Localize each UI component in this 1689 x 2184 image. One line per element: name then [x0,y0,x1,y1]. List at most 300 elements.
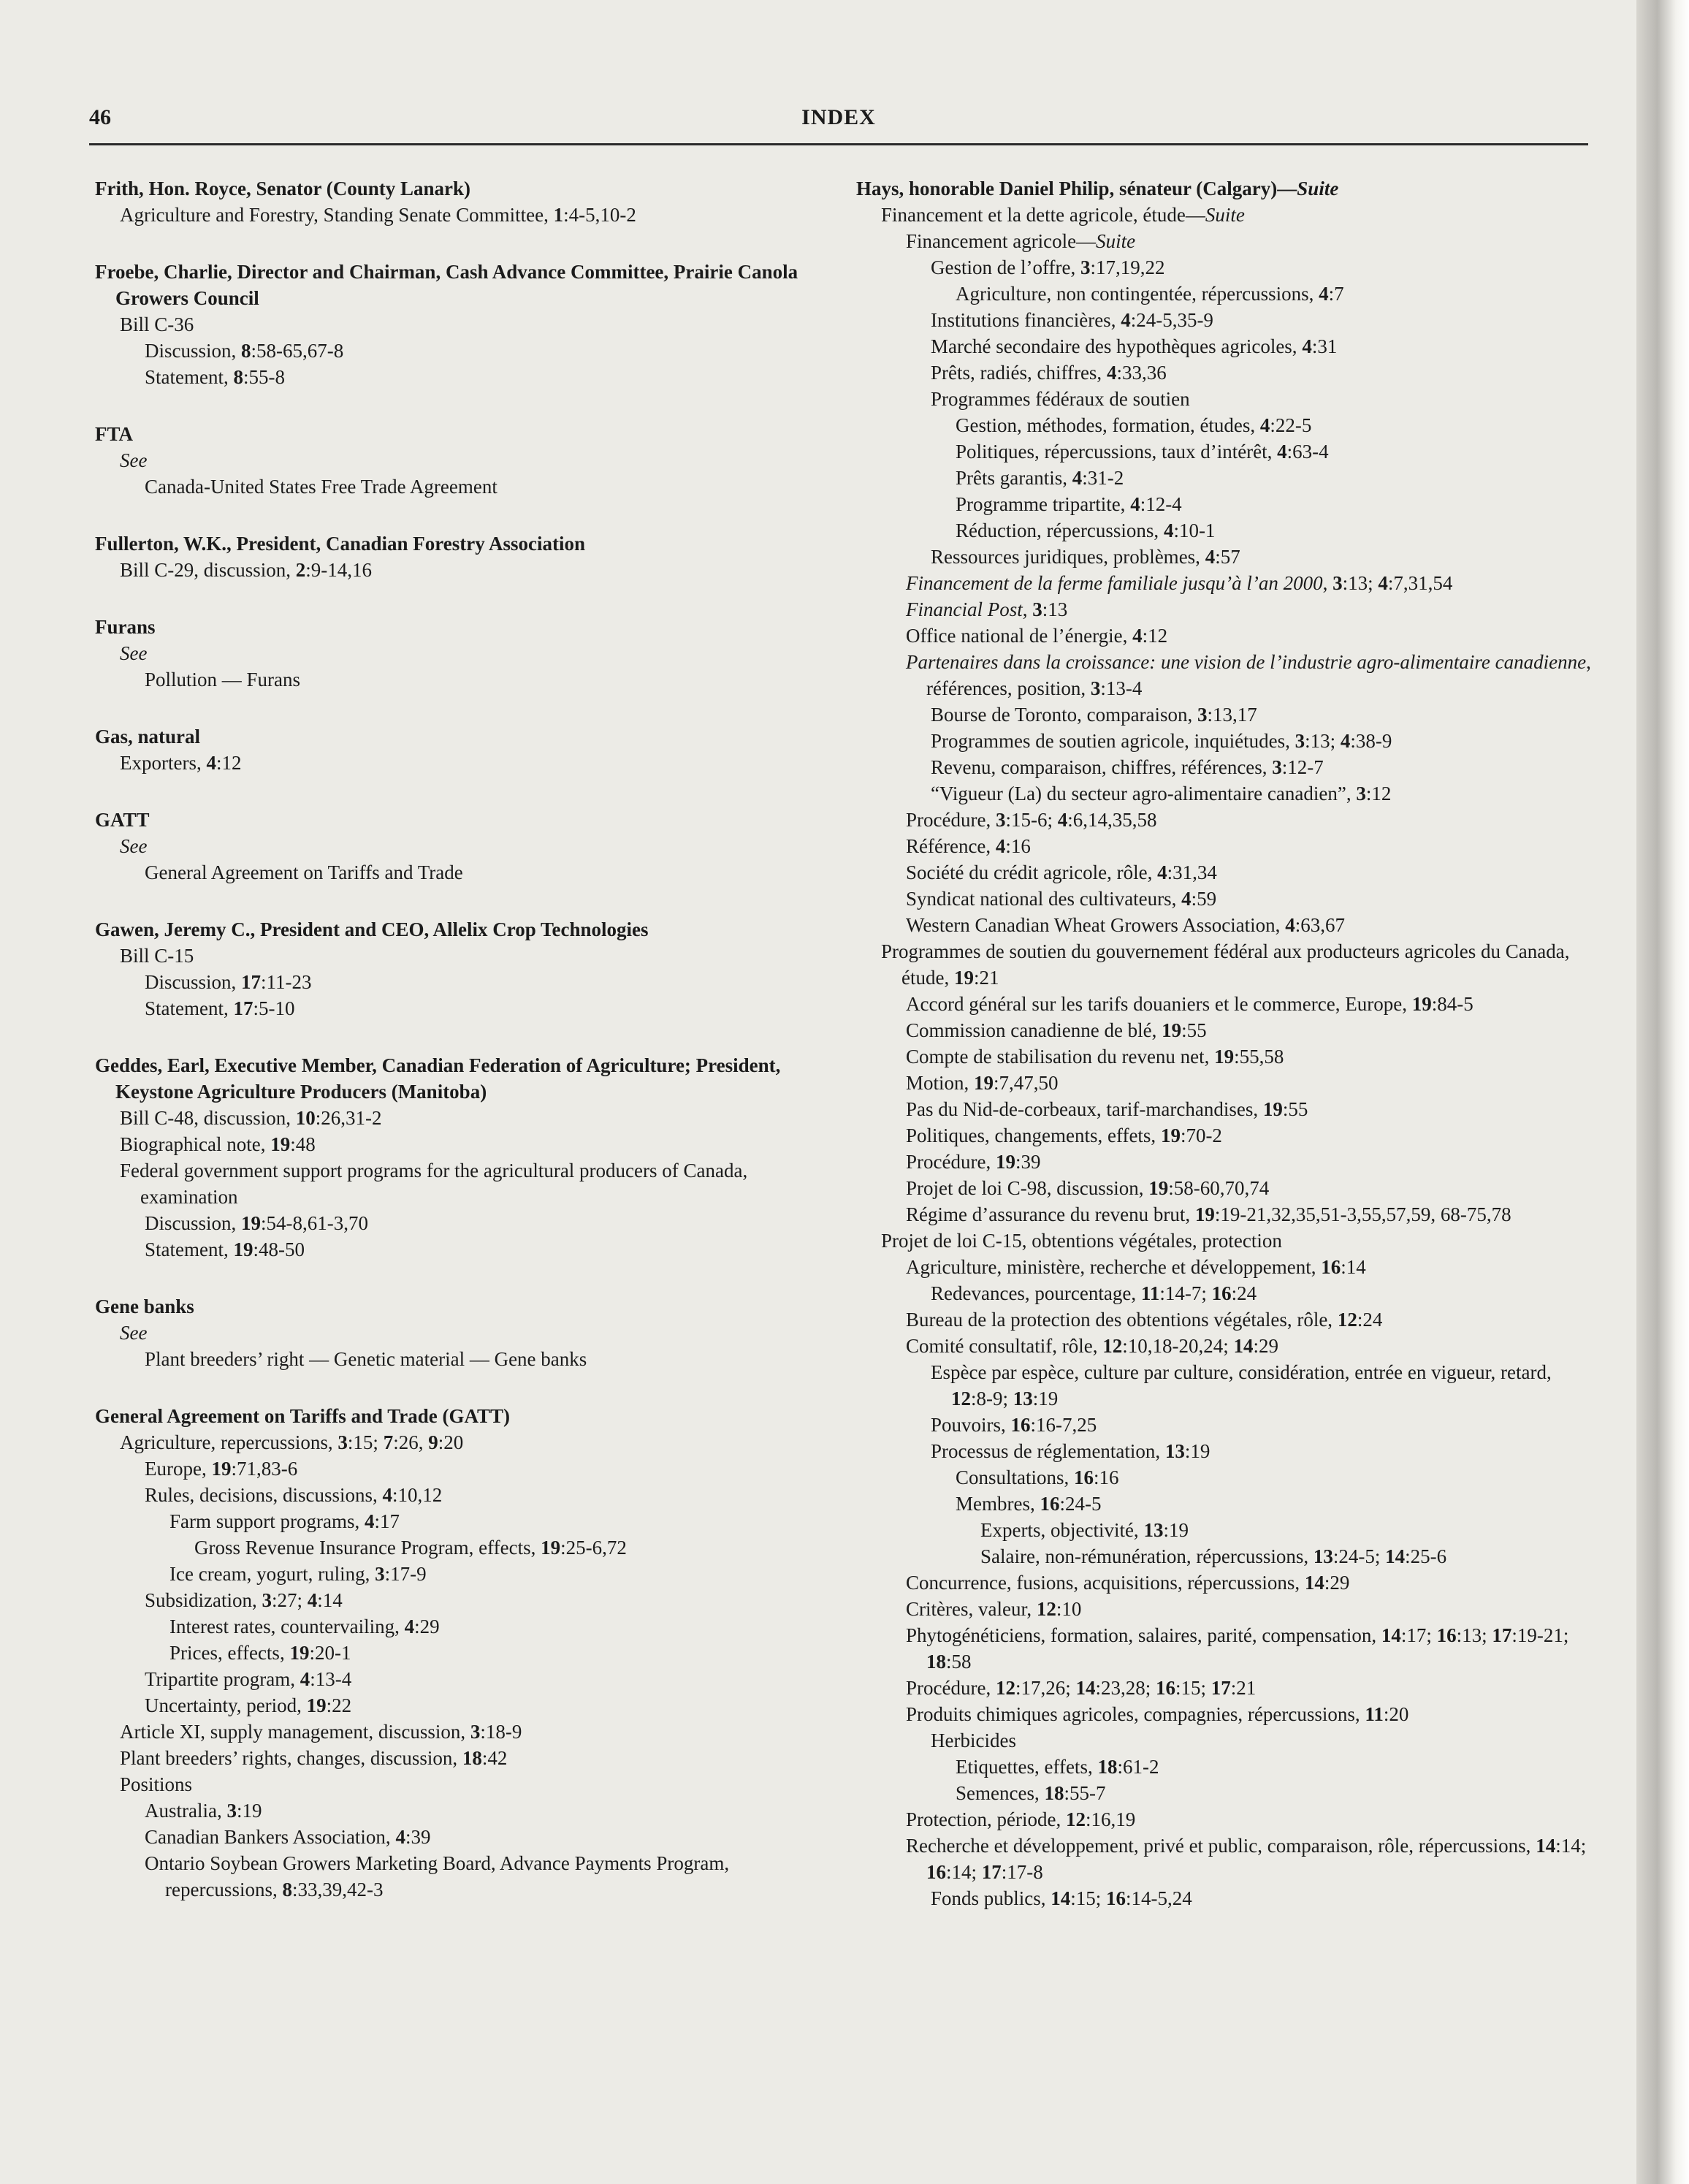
italic-text: Suite [1205,204,1245,226]
entry-text: :9-14,16 [305,559,373,581]
entry-text: :38-9 [1350,730,1392,752]
entry-text: :17,26; [1015,1677,1076,1699]
volume-number: 4 [1163,520,1174,541]
index-subentry [95,1850,826,1903]
italic-text: See [120,449,148,471]
index-subentry [856,1727,1594,1754]
entry-text: :23,28; [1095,1677,1156,1699]
entry-text: :70-2 [1180,1125,1222,1146]
index-subentry [856,912,1594,938]
italic-text: Financial Post [906,598,1023,620]
volume-number: 19 [289,1642,310,1664]
entry-text: :12 [1142,625,1168,647]
entry-text: :4-5,10-2 [563,204,636,226]
entry-text: :25-6 [1405,1545,1447,1567]
index-subentry [95,1745,826,1771]
index-subentry [95,969,826,995]
index-subentry [856,491,1594,517]
volume-number: 4 [1057,809,1068,831]
entry-text: :55 [1181,1019,1207,1041]
volume-number: 9 [428,1431,438,1453]
index-subentry [856,1491,1594,1517]
volume-number: 14 [1385,1545,1406,1567]
entry-text: :17 [374,1510,400,1532]
index-subentry [856,1622,1594,1675]
entry-text: :39 [405,1826,431,1848]
entry-text: Ressources juridiques, problèmes, [931,546,1205,568]
index-subentry [856,359,1594,386]
index-subentry [856,517,1594,544]
entry-text: :16-7,25 [1030,1414,1097,1436]
volume-number: 3 [1272,756,1282,778]
entry-text: :19-21,32,35,51-3,55,57,59, 68-75,78 [1214,1203,1511,1225]
entry-text: Pollution — Furans [145,669,301,690]
entry-text: :13,17 [1207,704,1257,726]
index-entry [95,723,826,776]
index-heading [95,175,826,202]
entry-text: :58-65,67-8 [251,340,344,362]
index-subentry [95,1719,826,1745]
volume-number: 17 [241,971,262,993]
entry-text: :12-4 [1140,493,1182,515]
volume-number: 18 [1097,1756,1118,1778]
entry-text: :16 [1094,1466,1119,1488]
volume-number: 12 [951,1388,971,1409]
volume-number: 3 [1356,783,1366,804]
index-entry [856,175,1594,1911]
volume-number: 19 [1262,1098,1283,1120]
index-subentry [856,728,1594,754]
entry-text: Plant breeders’ right — Genetic material — Gene banks [145,1348,587,1370]
index-subentry [856,254,1594,281]
index-subentry [856,438,1594,465]
entry-text: :58-60,70,74 [1168,1177,1270,1199]
entry-text: :48 [290,1133,316,1155]
index-heading [95,916,826,943]
entry-text: Bill C-48, discussion, [120,1107,296,1129]
entry-text: :84-5 [1431,993,1473,1015]
volume-number: 18 [926,1651,946,1673]
volume-number: 14 [1536,1835,1556,1857]
volume-number: 3 [226,1800,237,1822]
entry-text: Canada-United States Free Trade Agreement [145,476,497,498]
entry-text: :15; [347,1431,384,1453]
entry-text: GATT [95,809,150,831]
entry-text: :17-9 [384,1563,427,1585]
entry-text: Frith, Hon. Royce, Senator (County Lanark) [95,178,471,199]
volume-number: 19 [1148,1177,1169,1199]
volume-number: 17 [1210,1677,1231,1699]
index-entry [95,916,826,1021]
volume-number: 13 [1164,1440,1185,1462]
entry-text: :19-21; [1511,1624,1569,1646]
entry-text: :13; [1305,730,1341,752]
entry-text: :15; [1175,1677,1211,1699]
entry-text: :20-1 [309,1642,351,1664]
volume-number: 4 [1285,914,1295,936]
index-subentry [856,1359,1594,1412]
volume-number: 4 [1130,493,1140,515]
entry-text: :24-5 [1059,1493,1102,1515]
entry-text: :39 [1015,1151,1041,1173]
entry-text: :26,31-2 [315,1107,382,1129]
entry-text: :54-8,61-3,70 [261,1212,368,1234]
index-subentry [856,1201,1594,1228]
volume-number: 17 [981,1861,1002,1883]
entry-text: :55-7 [1064,1782,1106,1804]
volume-number: 12 [1337,1309,1357,1331]
entry-text: , [1022,598,1033,620]
entry-text: Pouvoirs, [931,1414,1011,1436]
index-subentry [856,1569,1594,1596]
volume-number: 4 [995,835,1006,857]
index-subentry [856,1701,1594,1727]
entry-text: :14-7; [1159,1282,1212,1304]
index-subentry [95,1613,826,1640]
entry-text: Consultations, [956,1466,1075,1488]
volume-number: 16 [1074,1466,1094,1488]
index-subentry [856,1122,1594,1149]
entry-text: Recherche et développement, privé et public, comparaison, rôle, répercussions, [906,1835,1536,1857]
index-subentry [856,859,1594,886]
index-subentry [856,1885,1594,1911]
index-subentry [95,557,826,583]
index-heading [95,614,826,640]
index-subentry [856,570,1594,596]
page-edge-shadow [1636,0,1689,2184]
index-subentry [95,1429,826,1456]
index-heading [95,807,826,833]
volume-number: 4 [1340,730,1351,752]
entry-text: Hays, honorable Daniel Philip, sénateur (Calgary)— [856,178,1297,199]
entry-text: :71,83-6 [231,1458,298,1480]
index-subentry [95,1797,826,1824]
volume-number: 12 [1036,1598,1056,1620]
entry-text: Europe, [145,1458,212,1480]
entry-text: Bill C-15 [120,945,194,967]
volume-number: 4 [1277,441,1287,463]
index-subentry [95,1561,826,1587]
volume-number: 8 [233,366,243,388]
entry-text: :31 [1311,335,1338,357]
index-subentry [95,995,826,1021]
index-subentry [95,1157,826,1210]
index-subentry [856,281,1594,307]
entry-text: Espèce par espèce, culture par culture, considération, entrée en vigueur, retard, [931,1361,1552,1383]
volume-number: 4 [1319,283,1329,305]
entry-text: Bureau de la protection des obtentions végétales, rôle, [906,1309,1338,1331]
index-entry [95,807,826,886]
entry-text: :31,34 [1167,861,1217,883]
entry-text: Projet de loi C-15, obtentions végétales, protection [881,1230,1282,1252]
entry-text: Processus de réglementation, [931,1440,1165,1462]
index-subentry [95,447,826,473]
entry-text: :16,19 [1085,1808,1136,1830]
italic-text: Suite [1096,230,1136,252]
volume-number: 16 [1106,1887,1126,1909]
entry-text: :26, [393,1431,429,1453]
index-subentry [856,307,1594,333]
index-heading [95,1403,826,1429]
volume-number: 16 [1010,1414,1031,1436]
entry-text: :16 [1005,835,1031,857]
entry-text: :12 [1365,783,1392,804]
index-entry [95,614,826,693]
volume-number: 19 [241,1212,262,1234]
index-subentry [856,1438,1594,1464]
volume-number: 4 [1132,625,1143,647]
index-subentry [95,311,826,338]
index-subentry [856,1149,1594,1175]
volume-number: 4 [1157,861,1167,883]
entry-text: :22-5 [1270,414,1312,436]
entry-text: Protection, période, [906,1808,1066,1830]
entry-text: :10-1 [1173,520,1216,541]
entry-text: :27; [272,1589,308,1611]
entry-text: Uncertainty, period, [145,1694,307,1716]
entry-text: :25-6,72 [560,1537,627,1559]
entry-text: Accord général sur les tarifs douaniers et le commerce, Europe, [906,993,1412,1015]
entry-text: Programmes de soutien agricole, inquiétudes, [931,730,1295,752]
index-subentry [95,1640,826,1666]
index-subentry [856,1306,1594,1333]
entry-text: Réduction, répercussions, [956,520,1164,541]
volume-number: 19 [270,1133,291,1155]
entry-text: Farm support programs, [169,1510,365,1532]
index-heading [95,1293,826,1320]
entry-text: Salaire, non-rémunération, répercussions, [980,1545,1314,1567]
index-subentry [856,1780,1594,1806]
volume-number: 3 [1090,677,1101,699]
index-subentry [856,1333,1594,1359]
entry-text: :20 [438,1431,464,1453]
entry-text: :10,12 [392,1484,443,1506]
entry-text: :18-9 [480,1721,522,1743]
volume-number: 14 [1381,1624,1401,1646]
index-subentry [856,228,1594,254]
entry-text: :13-4 [310,1668,352,1690]
index-entry [95,1403,826,1903]
entry-text: Etiquettes, effets, [956,1756,1098,1778]
entry-text: :14 [1341,1256,1366,1278]
index-subentry [856,1043,1594,1070]
entry-text: Plant breeders’ rights, changes, discussion, [120,1747,462,1769]
entry-text: Comité consultatif, rôle, [906,1335,1103,1357]
entry-text: :12-7 [1281,756,1324,778]
entry-text: Agriculture, ministère, recherche et développement, [906,1256,1322,1278]
volume-number: 19 [1162,1019,1182,1041]
index-heading [856,175,1594,202]
entry-text: :63-4 [1286,441,1329,463]
volume-number: 3 [1332,572,1343,594]
entry-text: General Agreement on Tariffs and Trade (GATT) [95,1405,510,1427]
entry-text: :61-2 [1117,1756,1159,1778]
volume-number: 8 [241,340,251,362]
entry-text: :14; [1555,1835,1587,1857]
entry-text: Western Canadian Wheat Growers Association, [906,914,1286,936]
index-subentry [856,807,1594,833]
entry-text: Discussion, [145,340,242,362]
entry-text: Prêts garantis, [956,467,1072,489]
italic-text: See [120,835,148,857]
index-subentry [856,596,1594,623]
volume-number: 4 [307,1589,318,1611]
volume-number: 3 [262,1589,272,1611]
volume-number: 17 [233,997,253,1019]
entry-text: :29 [1324,1572,1350,1594]
entry-text: Ontario Soybean Growers Marketing Board, Advance Payments Program, repercussions, [145,1852,730,1900]
index-subentry [95,859,826,886]
entry-text: :24 [1231,1282,1257,1304]
volume-number: 4 [1106,362,1117,384]
volume-number: 19 [211,1458,232,1480]
entry-text: :14 [317,1589,343,1611]
index-subentry [95,1210,826,1236]
index-subentry [95,473,826,500]
entry-text: Société du crédit agricole, rôle, [906,861,1158,883]
entry-text: :42 [481,1747,508,1769]
index-subentry [856,1254,1594,1280]
entry-text: Office national de l’énergie, [906,625,1133,647]
entry-text: :29 [414,1616,440,1637]
index-subentry [856,1754,1594,1780]
italic-text: Partenaires dans la croissance: une vision de l’industrie agro-alimentaire canadienne [906,651,1587,673]
entry-text: , [1322,572,1333,594]
entry-text: Tripartite program, [145,1668,300,1690]
entry-text: Syndicat national des cultivateurs, [906,888,1182,910]
index-subentry [856,1806,1594,1833]
entry-text: :17,19,22 [1090,256,1165,278]
index-subentry [856,202,1594,228]
volume-number: 19 [1160,1125,1181,1146]
entry-text: :13-4 [1100,677,1143,699]
index-heading [95,421,826,447]
index-subentry [856,386,1594,412]
index-heading [95,723,826,750]
page-header [89,102,1588,145]
entry-text: Politiques, répercussions, taux d’intérêt, [956,441,1278,463]
index-subentry [856,623,1594,649]
volume-number: 16 [1155,1677,1175,1699]
entry-text: Federal government support programs for the agricultural producers of Canada, examination [120,1160,748,1208]
entry-text: Référence, [906,835,996,857]
entry-text: Programmes fédéraux de soutien [931,388,1190,410]
volume-number: 16 [1211,1282,1232,1304]
volume-number: 7 [383,1431,394,1453]
entry-text: Programme tripartite, [956,493,1131,515]
entry-text: Redevances, pourcentage, [931,1282,1141,1304]
index-subentry [95,1105,826,1131]
index-subentry [95,640,826,666]
index-subentry [95,1456,826,1482]
entry-text: Interest rates, countervailing, [169,1616,405,1637]
entry-text: :11-23 [261,971,312,993]
volume-number: 4 [404,1616,415,1637]
volume-number: 16 [1436,1624,1457,1646]
index-subentry [856,1675,1594,1701]
entry-text: :19 [1184,1440,1210,1462]
volume-number: 19 [995,1151,1015,1173]
entry-text: :33,39,42-3 [291,1879,384,1900]
entry-text: Régime d’assurance du revenu brut, [906,1203,1195,1225]
index-entry [95,175,826,228]
volume-number: 3 [1032,598,1042,620]
entry-text: Statement, [145,366,234,388]
entry-text: Procédure, [906,809,996,831]
index-subentry [95,1771,826,1797]
volume-number: 19 [974,1072,994,1094]
volume-number: 3 [1295,730,1305,752]
index-subentry [95,943,826,969]
index-subentry [856,1070,1594,1096]
entry-text: FTA [95,423,133,445]
entry-text: :48-50 [253,1239,305,1260]
entry-text: :8-9; [971,1388,1013,1409]
entry-text: Froebe, Charlie, Director and Chairman, Cash Advance Committee, Prairie Canola Growers Council [95,261,798,309]
entry-text: Agriculture, non contingentée, répercussions, [956,283,1319,305]
entry-text: :22 [326,1694,352,1716]
index-entry [95,421,826,500]
entry-text: :24-5; [1332,1545,1386,1567]
index-subentry [856,833,1594,859]
entry-text: Gestion de l’offre, [931,256,1080,278]
volume-number: 4 [1259,414,1270,436]
entry-text: Financement et la dette agricole, étude— [881,204,1205,226]
volume-number: 19 [953,967,974,989]
entry-text: Biographical note, [120,1133,271,1155]
entry-text: Politiques, changements, effets, [906,1125,1161,1146]
entry-text: Article XI, supply management, discussion, [120,1721,470,1743]
italic-text: See [120,642,148,664]
index-subentry [856,780,1594,807]
volume-number: 14 [1304,1572,1324,1594]
volume-number: 17 [1492,1624,1512,1646]
page-number: 46 [89,105,111,129]
entry-text: Produits chimiques agricoles, compagnies, répercussions, [906,1703,1365,1725]
index-subentry [856,1228,1594,1254]
entry-text: Fullerton, W.K., President, Canadian Forestry Association [95,533,586,555]
index-subentry [95,1692,826,1719]
index-subentry [95,1346,826,1372]
entry-text: :6,14,35,58 [1067,809,1157,831]
entry-text: Subsidization, [145,1589,262,1611]
entry-text: Revenu, comparaison, chiffres, références, [931,756,1273,778]
entry-text: :19 [1163,1519,1189,1541]
entry-text: Discussion, [145,971,242,993]
entry-text: :14; [946,1861,982,1883]
entry-text: Furans [95,616,156,638]
entry-text: :10 [1056,1598,1082,1620]
entry-text: :20 [1383,1703,1409,1725]
volume-number: 14 [1233,1335,1254,1357]
index-column-left [95,175,826,1933]
volume-number: 3 [338,1431,348,1453]
entry-text: Phytogénéticiens, formation, salaires, parité, compensation, [906,1624,1381,1646]
index-subentry [856,938,1594,991]
entry-text: :55 [1282,1098,1308,1120]
entry-text: Projet de loi C-98, discussion, [906,1177,1149,1199]
volume-number: 3 [1080,256,1091,278]
entry-text: Gawen, Jeremy C., President and CEO, Allelix Crop Technologies [95,918,649,940]
entry-text: Bill C-29, discussion, [120,559,296,581]
entry-text: Geddes, Earl, Executive Member, Canadian Federation of Agriculture; President, Keystone Agriculture Producers (Manitoba) [95,1054,781,1103]
index-subentry [856,1017,1594,1043]
index-subentry [856,1464,1594,1491]
volume-number: 16 [1321,1256,1341,1278]
entry-text: “Vigueur (La) du secteur agro-alimentaire canadien”, [931,783,1357,804]
index-subentry [856,1096,1594,1122]
entry-text: Agriculture and Forestry, Standing Senate Committee, [120,204,554,226]
